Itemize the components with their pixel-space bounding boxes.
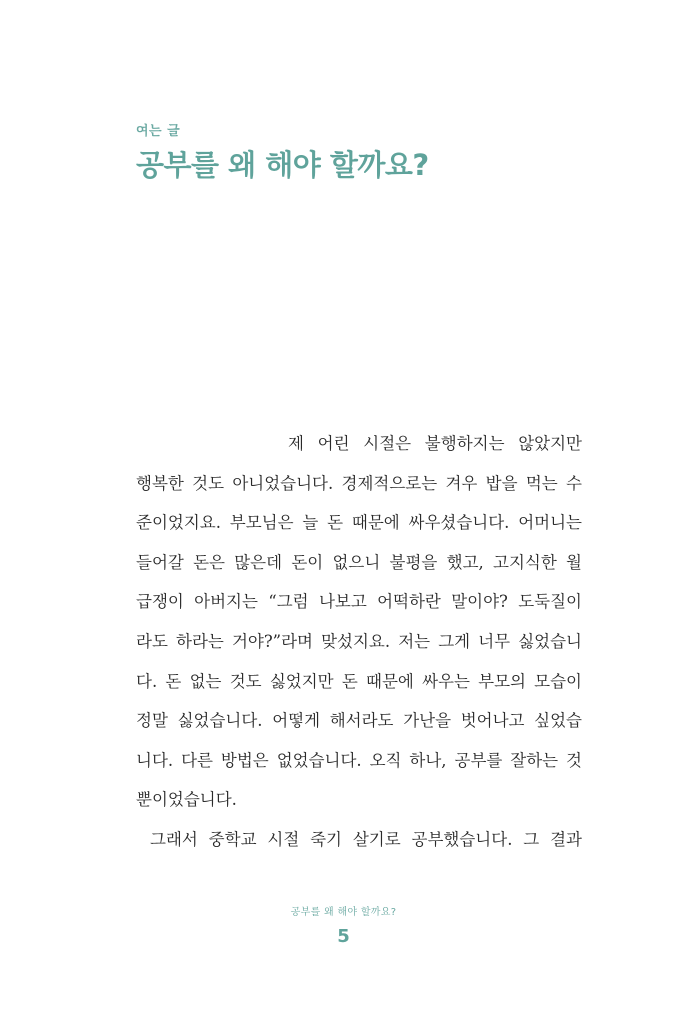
body-line: 들어갈 돈은 많은데 돈이 없으니 불평을 했고, 고지식한 월	[136, 552, 582, 572]
body-line: 준이었지요. 부모님은 늘 돈 때문에 싸우셨습니다. 어머니는	[136, 513, 582, 533]
body-line: 그래서 중학교 시절 죽기 살기로 공부했습니다. 그 결과	[150, 829, 582, 849]
body-line: 라도 하라는 거야?”라며 맞섰지요. 저는 그게 너무 싫었습니	[136, 631, 582, 651]
body-line: 다. 돈 없는 것도 싫었지만 돈 때문에 싸우는 부모의 모습이	[136, 671, 582, 691]
page-number: 5	[337, 926, 350, 947]
body-line: 행복한 것도 아니었습니다. 경제적으로는 겨우 밥을 먹는 수	[136, 473, 582, 493]
chapter-eyebrow: 여는 글	[136, 124, 181, 139]
body-text	[136, 424, 582, 860]
body-line: 급쟁이 아버지는 “그럼 나보고 어떡하란 말이야? 도둑질이	[136, 592, 582, 612]
body-line: 제 어린 시절은 불행하지는 않았지만	[288, 434, 582, 453]
chapter-header	[136, 120, 429, 184]
body-line: 뿐이었습니다.	[136, 790, 237, 810]
running-title: 공부를 왜 해야 할까요?	[290, 907, 397, 918]
body-line: 정말 싫었습니다. 어떻게 해서라도 가난을 벗어나고 싶었습	[136, 711, 582, 731]
page-footer	[0, 903, 687, 947]
chapter-title: 공부를 왜 해야 할까요?	[136, 148, 429, 182]
body-line: 니다. 다른 방법은 없었습니다. 오직 하나, 공부를 잘하는 것	[136, 750, 582, 770]
